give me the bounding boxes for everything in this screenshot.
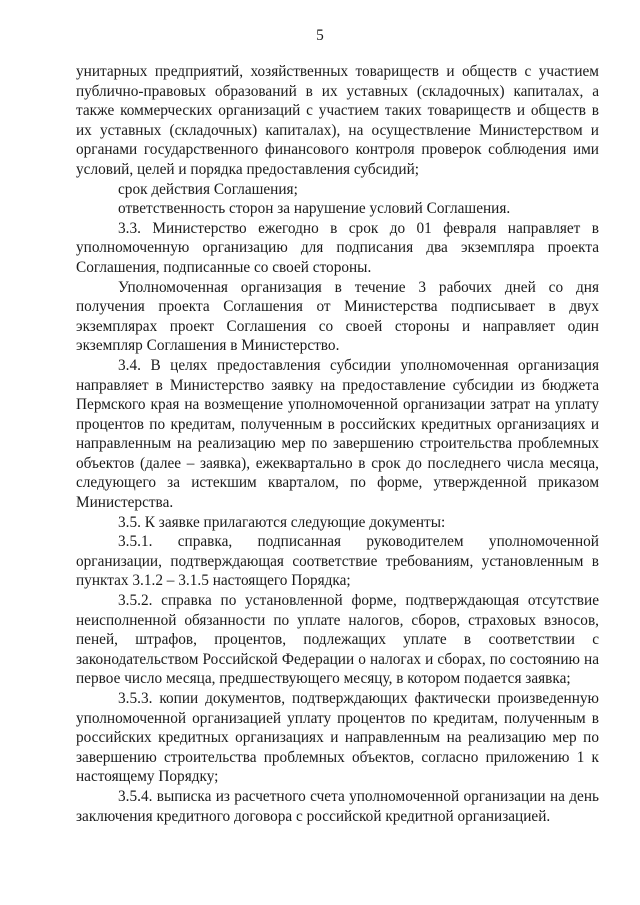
paragraph-signing: Уполномоченная организация в течение 3 рабочих дней со дня получения проекта Соглашения от Министерства подписывает в двух экземплярах проект Соглашения со своей стороны и направляет один экземпляр Соглашения в Министерство. [76, 278, 599, 355]
page-number: 5 [316, 27, 324, 44]
paragraph-3-5-4: 3.5.4. выписка из расчетного счета уполномоченной организации на день заключения кредитного договора с российской кредитной организацией. [76, 787, 599, 825]
paragraph-agreement-term: срок действия Соглашения; [118, 180, 298, 198]
paragraph-3-3: 3.3. Министерство ежегодно в срок до 01 февраля направляет в уполномоченную организацию для подписания два экземпляра проекта Соглашения, подписанные со своей стороны. [76, 219, 599, 276]
paragraph-continuation: унитарных предприятий, хозяйственных товариществ и обществ с участием публично-правовых образований в их уставных (складочных) капиталах, а также коммерческих организаций с участием таких товариществ и обществ в их уставных (складочных) капиталах), на осуществление Министерством и органами государственного финансового контроля проверок соблюдения ими условий, целей и порядка предоставления субсидий; [76, 63, 599, 178]
paragraph-3-5-3: 3.5.3. копии документов, подтверждающих фактически произведенную уполномоченной организацией уплату процентов по кредитам, полученным в российских кредитных организациях и направленным на реализацию мер по завершению строительства проблемных объектов, согласно приложению 1 к настоящему Порядку; [76, 690, 599, 786]
paragraph-3-5: 3.5. К заявке прилагаются следующие документы: [118, 513, 446, 531]
document-body [76, 62, 599, 826]
paragraph-3-4: 3.4. В целях предоставления субсидии уполномоченная организация направляет в Министерство заявку на предоставление субсидии из бюджета Пермского края на возмещение уполномоченной организации затрат на уплату процентов по кредитам, полученным в российских кредитных организациях и направленным на реализацию мер по завершению строительства проблемных объектов (далее – заявка), ежеквартально в срок до последнего числа месяца, следующего за истекшим кварталом, по форме, утвержденной приказом Министерства. [76, 356, 599, 512]
paragraph-3-5-1: 3.5.1. справка, подписанная руководителем уполномоченной организации, подтверждающая соответствие требованиям, установленным в пунктах 3.1.2 – 3.1.5 настоящего Порядка; [76, 533, 599, 590]
paragraph-3-5-2: 3.5.2. справка по установленной форме, подтверждающая отсутствие неисполненной обязанности по уплате налогов, сборов, страховых взносов, пеней, штрафов, процентов, подлежащих уплате в соответствии с законодательством Российской Федерации о налогах и сборах, по состоянию на первое число месяца, предшествующего месяцу, в котором подается заявка; [76, 592, 599, 688]
paragraph-liability: ответственность сторон за нарушение условий Соглашения. [118, 200, 511, 218]
